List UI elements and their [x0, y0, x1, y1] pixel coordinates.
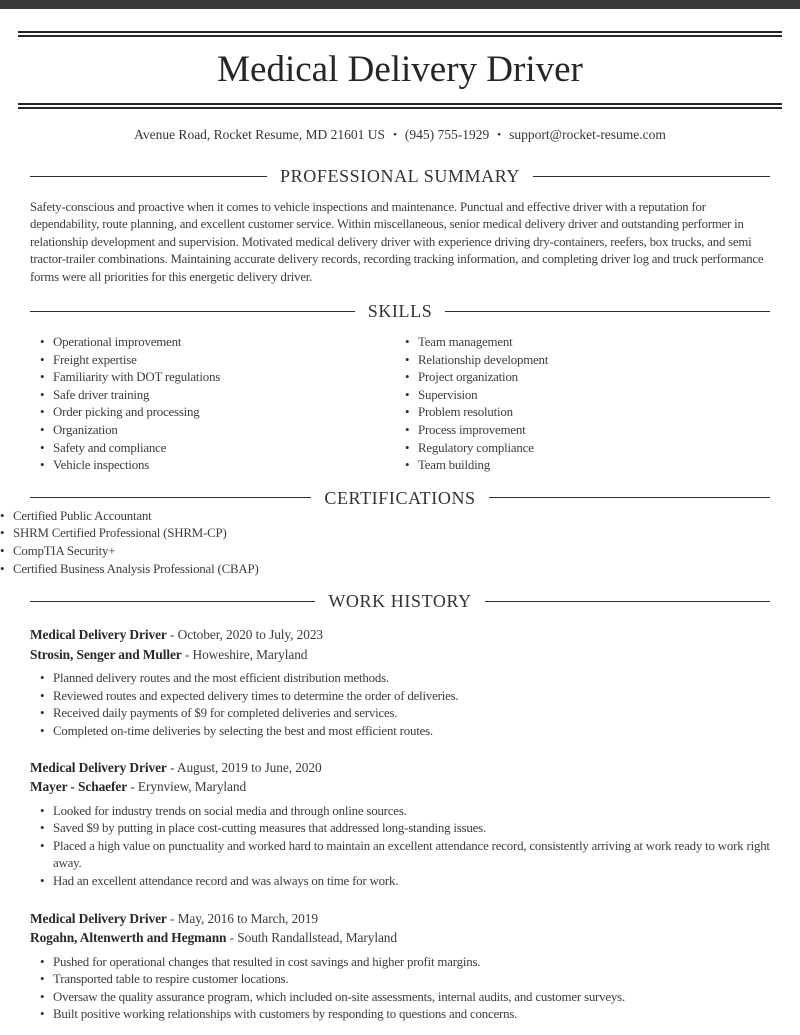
contact-separator-icon: •: [497, 129, 502, 141]
job-employer: Rogahn, Altenwerth and Hegmann: [30, 930, 227, 945]
contact-phone: (945) 755-1929: [404, 127, 490, 142]
job-employer-line: [30, 777, 770, 797]
job-separator: -: [170, 627, 175, 643]
heading-rule-right: [489, 497, 770, 498]
skills-column-right: [405, 334, 770, 475]
job-bullet: • Placed a high value on punctuality and worked hard to maintain an excellent attendance record, consistently arriving at work ready to work right away.: [40, 838, 770, 873]
section-heading: [30, 591, 770, 611]
skills-list-left: [40, 334, 405, 475]
job-bullet: • Had an excellent attendance record and was always on time for work.: [40, 873, 770, 891]
skill-item: • Safety and compliance: [40, 440, 405, 458]
heading-rule-left: [30, 497, 311, 498]
job-location: Erynview, Maryland: [137, 779, 247, 795]
job-bullet: • Looked for industry trends on social media and through online sources.: [40, 803, 770, 821]
job-dates: August, 2019 to June, 2020: [176, 759, 322, 775]
skill-item: • Team management: [405, 334, 770, 352]
job-entry: [30, 909, 770, 1024]
job-bullet: • Transported table to respire customer locations.: [40, 971, 770, 989]
summary-text: Safety-conscious and proactive when it comes to vehicle inspections and maintenance. Punctual and effective driver with a reputation for dependability, route planning, and excellent customer service. Within miscellaneous, senior medical delivery driver and outstanding performer in relationship development and supervision. Motivated medical delivery driver with experience driving dry-containers, reefers, box trucks, and semi tractor-trailer combinations. Maintaining accurate delivery records, recording tracking information, and completing driver log and truck performance forms were all priorities for this energetic delivery driver.: [30, 200, 764, 284]
job-bullet-list: [40, 670, 770, 740]
contact-separator-icon: •: [393, 129, 397, 141]
job-location: Howeshire, Maryland: [192, 646, 308, 662]
section-title-work-history: WORK HISTORY: [328, 591, 472, 612]
job-bullet: • Completed on-time deliveries by selecting the best and most efficient routes.: [40, 723, 770, 741]
job-separator: -: [130, 779, 135, 795]
job-separator: -: [229, 930, 235, 945]
title-double-rule-bottom: [18, 103, 782, 109]
section-work-history: [0, 591, 800, 1024]
section-title-professional-summary: PROFESSIONAL SUMMARY: [280, 166, 520, 186]
job-bullet: • Planned delivery routes and the most efficient distribution methods.: [40, 670, 770, 688]
certification-item: • CompTIA Security+: [0, 543, 800, 561]
job-bullet: • Oversaw the quality assurance program, which included on-site assessments, internal audits, and customer surveys.: [40, 989, 770, 1007]
contact-email: support@rocket-resume.com: [509, 127, 666, 142]
heading-rule-right: [533, 176, 770, 177]
job-bullet: • Saved $9 by putting in place cost-cutting measures that addressed long-standing issues.: [40, 820, 770, 838]
window-top-bar: [0, 0, 800, 9]
certification-item: • Certified Business Analysis Professional (CBAP): [0, 561, 800, 579]
section-certifications: [0, 488, 800, 578]
heading-rule-left: [30, 311, 355, 312]
job-dates: May, 2016 to March, 2019: [177, 910, 318, 926]
heading-rule-left: [30, 601, 315, 602]
page-title: Medical Delivery Driver: [217, 49, 583, 90]
job-role-line: [30, 625, 770, 645]
skill-item: • Team building: [405, 457, 770, 475]
contact-line: [0, 126, 800, 144]
section-title-certifications: CERTIFICATIONS: [324, 487, 476, 508]
skill-item: • Problem resolution: [405, 404, 770, 422]
skill-item: • Process improvement: [405, 422, 770, 440]
skills-column-left: [30, 334, 405, 475]
resume-header: [0, 31, 800, 144]
job-employer-line: [30, 645, 770, 665]
job-entry: [30, 625, 770, 740]
skill-item: • Regulatory compliance: [405, 440, 770, 458]
section-heading: [30, 301, 770, 321]
skill-item: • Relationship development: [405, 352, 770, 370]
job-separator: -: [184, 646, 190, 662]
job-separator: -: [170, 759, 175, 775]
job-role: Medical Delivery Driver: [30, 910, 167, 926]
section-professional-summary: [0, 166, 800, 286]
job-employer-line: [30, 928, 770, 948]
job-role: Medical Delivery Driver: [30, 759, 167, 775]
contact-address: Avenue Road, Rocket Resume, MD 21601 US: [134, 127, 386, 142]
section-heading: [30, 166, 770, 186]
heading-rule-right: [485, 601, 770, 602]
skill-item: • Supervision: [405, 387, 770, 405]
job-role-line: [30, 909, 770, 929]
certification-item: • Certified Public Accountant: [0, 508, 800, 526]
job-dates: October, 2020 to July, 2023: [177, 627, 324, 643]
job-location: South Randallstead, Maryland: [237, 930, 397, 945]
skill-item: • Safe driver training: [40, 387, 405, 405]
job-bullet-list: [40, 803, 770, 891]
skill-item: • Order picking and processing: [40, 404, 405, 422]
skill-item: • Operational improvement: [40, 334, 405, 352]
skill-item: • Project organization: [405, 369, 770, 387]
certifications-list: [0, 508, 800, 578]
skills-list-right: [405, 334, 770, 475]
heading-rule-right: [445, 311, 770, 312]
certification-item: • SHRM Certified Professional (SHRM-CP): [0, 525, 800, 543]
job-entry: [30, 758, 770, 891]
job-separator: -: [170, 910, 175, 926]
job-bullet: • Reviewed routes and expected delivery times to determine the order of deliveries.: [40, 688, 770, 706]
job-employer: Mayer - Schaefer: [30, 779, 128, 795]
job-bullet: • Pushed for operational changes that resulted in cost savings and higher profit margins.: [40, 954, 770, 972]
job-employer: Strosin, Senger and Muller: [30, 646, 182, 662]
section-title-skills: SKILLS: [367, 301, 433, 322]
title-double-rule-top: [18, 31, 782, 37]
job-role: Medical Delivery Driver: [30, 627, 167, 643]
section-heading: [30, 488, 770, 508]
heading-rule-left: [30, 176, 267, 177]
job-bullet: • Received daily payments of $9 for completed deliveries and services.: [40, 705, 770, 723]
job-role-line: [30, 758, 770, 778]
skill-item: • Familiarity with DOT regulations: [40, 369, 405, 387]
job-bullet-list: [40, 954, 770, 1024]
skill-item: • Vehicle inspections: [40, 457, 405, 475]
skill-item: • Organization: [40, 422, 405, 440]
section-skills: [0, 301, 800, 475]
job-bullet: • Built positive working relationships with customers by responding to questions and concerns.: [40, 1006, 770, 1024]
skills-columns: [30, 334, 770, 475]
skill-item: • Freight expertise: [40, 352, 405, 370]
